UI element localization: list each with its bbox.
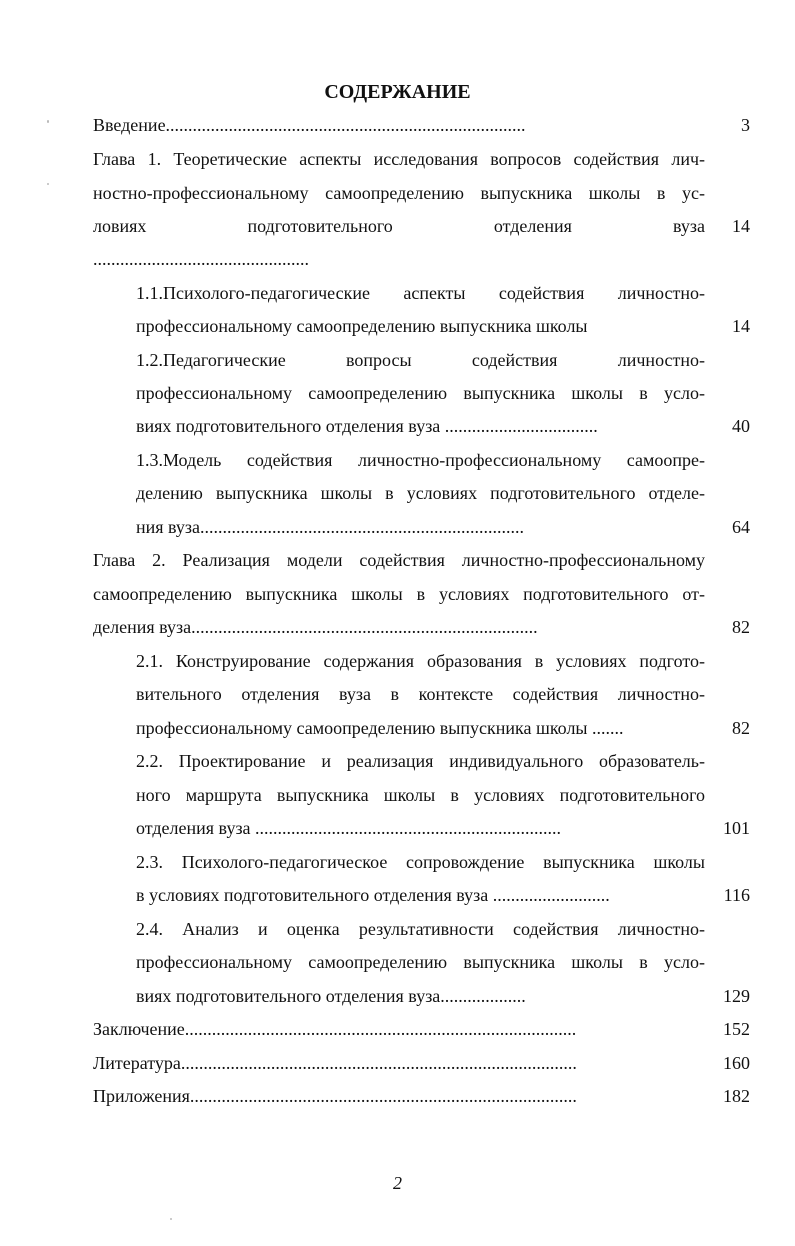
toc-line: ................................................: [93, 249, 309, 269]
toc-line[interactable]: в условиях подготовительного отделения вуза ..........................: [136, 885, 610, 905]
toc-line[interactable]: Глава 1. Теоретические аспекты исследования вопросов содействия лич-: [93, 149, 705, 169]
toc-page: 160: [723, 1053, 750, 1073]
toc-page: 82: [732, 617, 750, 637]
toc-line[interactable]: делению выпускника школы в условиях подготовительного отделе-: [136, 483, 705, 503]
toc-line[interactable]: 1.2.Педагогические вопросы содействия личностно-: [136, 350, 705, 370]
scan-speck: [47, 183, 49, 185]
toc-page: 152: [723, 1019, 750, 1039]
toc-page: 3: [741, 115, 750, 135]
toc-line[interactable]: Введение................................................................................: [93, 115, 526, 135]
toc-line[interactable]: виях подготовительного отделения вуза ..................................: [136, 416, 598, 436]
page-title: СОДЕРЖАНИЕ: [324, 81, 471, 103]
toc-page: 14: [732, 216, 750, 236]
toc-line[interactable]: виях подготовительного отделения вуза...................: [136, 986, 526, 1006]
toc-line[interactable]: ния вуза........................................................................: [136, 517, 525, 537]
toc-line[interactable]: Глава 2. Реализация модели содействия личностно-профессиональному: [93, 550, 705, 570]
toc-page: 129: [723, 986, 750, 1006]
toc-line[interactable]: 1.3.Модель содействия личностно-профессиональному самоопре-: [136, 450, 705, 470]
toc-line[interactable]: 1.1.Психолого-педагогические аспекты содействия личностно-: [136, 283, 705, 303]
toc-line[interactable]: Заключение.......................................................................................: [93, 1019, 577, 1039]
scan-speck: [47, 120, 49, 123]
toc-page: 64: [732, 517, 750, 537]
toc-line[interactable]: вительного отделения вуза в контексте содействия личностно-: [136, 684, 705, 704]
toc-page: 116: [723, 885, 750, 905]
toc-line[interactable]: ного маршрута выпускника школы в условиях подготовительного: [136, 785, 705, 805]
toc-line[interactable]: 2.1. Конструирование содержания образования в условиях подгото-: [136, 651, 705, 671]
scan-speck: [170, 1218, 172, 1220]
toc-line[interactable]: Литература........................................................................................: [93, 1053, 577, 1073]
page-number: 2: [393, 1173, 402, 1193]
toc-line[interactable]: профессиональному самоопределению выпускника школы: [136, 316, 588, 336]
toc-line[interactable]: самоопределению выпускника школы в условиях подготовительного от-: [93, 584, 705, 604]
toc-line[interactable]: профессиональному самоопределению выпускника школы в усло-: [136, 383, 705, 403]
toc-line[interactable]: ностно-профессиональному самоопределению выпускника школы в ус-: [93, 183, 705, 203]
toc-page: 40: [732, 416, 750, 436]
toc-line[interactable]: 2.3. Психолого-педагогическое сопровождение выпускника школы: [136, 852, 705, 872]
toc-line[interactable]: отделения вуза ....................................................................: [136, 818, 562, 838]
toc-line[interactable]: 2.4. Анализ и оценка результативности содействия личностно-: [136, 919, 705, 939]
toc-line[interactable]: профессиональному самоопределению выпускника школы .......: [136, 718, 624, 738]
toc-page: 14: [732, 316, 750, 336]
toc-page: 182: [723, 1086, 750, 1106]
toc-line[interactable]: ловиях подготовительного отделения вуза: [93, 216, 705, 236]
toc-page: 82: [732, 718, 750, 738]
toc-page: 101: [723, 818, 750, 838]
toc-line[interactable]: 2.2. Проектирование и реализация индивидуального образователь-: [136, 751, 705, 771]
toc-line[interactable]: профессиональному самоопределению выпускника школы в усло-: [136, 952, 705, 972]
toc-line[interactable]: Приложения......................................................................................: [93, 1086, 577, 1106]
toc-line[interactable]: деления вуза.............................................................................: [93, 617, 538, 637]
